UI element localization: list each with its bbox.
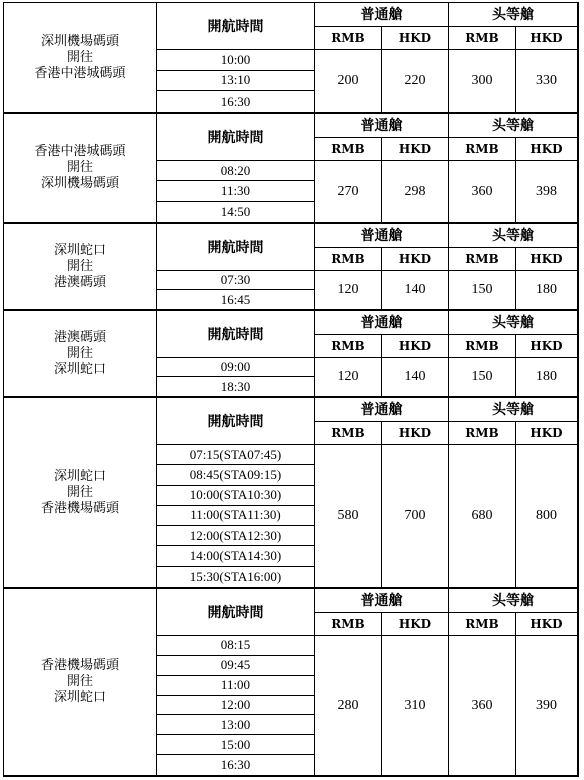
first-class-header: 头等艙	[449, 398, 579, 422]
currency-header-hkd: HKD	[516, 27, 579, 51]
route-line: 深圳蛇口	[53, 468, 106, 484]
route-line: 深圳蛇口	[53, 242, 106, 258]
currency-header-hkd: HKD	[382, 138, 449, 162]
route-line: 開往	[66, 258, 93, 274]
route-section	[4, 3, 579, 114]
currency-header-hkd: HKD	[516, 335, 579, 359]
fare-first-rmb: 680	[449, 445, 516, 587]
currency-header-hkd: HKD	[382, 422, 449, 446]
fare-economy-hkd: 298	[382, 161, 449, 222]
currency-header-rmb: RMB	[315, 422, 382, 446]
route-line: 港澳碼頭	[53, 274, 106, 290]
route-line: 開往	[66, 49, 93, 65]
route-name	[4, 114, 157, 222]
fare-first-hkd: 180	[516, 271, 579, 309]
fare-economy-rmb: 120	[315, 271, 382, 309]
route-name	[4, 3, 157, 112]
route-name	[4, 224, 157, 309]
departure-time-header: 開航時間	[157, 311, 315, 358]
currency-header-hkd: HKD	[516, 422, 579, 446]
departure-time: 08:15	[157, 636, 315, 656]
economy-class-header: 普通艙	[315, 114, 449, 138]
currency-header-rmb: RMB	[449, 422, 516, 446]
first-class-header: 头等艙	[449, 311, 579, 335]
currency-header-hkd: HKD	[516, 248, 579, 272]
currency-header-hkd: HKD	[382, 335, 449, 359]
departure-time: 13:00	[157, 715, 315, 735]
fare-economy-rmb: 120	[315, 358, 382, 396]
departure-time: 10:00(STA10:30)	[157, 486, 315, 506]
departure-time: 07:30	[157, 271, 315, 290]
currency-header-hkd: HKD	[516, 613, 579, 637]
route-line: 深圳蛇口	[53, 690, 106, 705]
route-line: 香港機場碼頭	[40, 500, 119, 516]
route-name	[4, 398, 157, 587]
departure-time: 09:45	[157, 656, 315, 676]
currency-header-hkd: HKD	[382, 248, 449, 272]
currency-header-rmb: RMB	[315, 138, 382, 162]
route-name	[4, 589, 157, 775]
currency-header-rmb: RMB	[315, 335, 382, 359]
departure-time: 16:45	[157, 290, 315, 309]
fare-first-rmb: 150	[449, 271, 516, 309]
departure-time: 15:00	[157, 735, 315, 755]
route-line: 香港中港城碼頭	[34, 65, 126, 81]
currency-header-hkd: HKD	[382, 27, 449, 51]
ferry-schedule-table	[3, 2, 579, 777]
departure-time: 11:00	[157, 676, 315, 696]
currency-header-rmb: RMB	[449, 248, 516, 272]
fare-economy-hkd: 310	[382, 636, 449, 775]
route-line: 深圳機場碼頭	[40, 33, 119, 49]
currency-header-rmb: RMB	[315, 248, 382, 272]
departure-time: 16:30	[157, 91, 315, 112]
departure-time: 09:00	[157, 358, 315, 377]
route-section	[4, 224, 579, 311]
departure-time: 07:15(STA07:45)	[157, 445, 315, 465]
departure-time: 10:00	[157, 50, 315, 71]
departure-time: 11:00(STA11:30)	[157, 506, 315, 526]
economy-class-header: 普通艙	[315, 398, 449, 422]
fare-economy-hkd: 700	[382, 445, 449, 587]
fare-economy-hkd: 140	[382, 271, 449, 309]
currency-header-rmb: RMB	[315, 27, 382, 51]
first-class-header: 头等艙	[449, 224, 579, 248]
departure-time: 08:45(STA09:15)	[157, 465, 315, 485]
currency-header-rmb: RMB	[449, 27, 516, 51]
departure-time: 13:10	[157, 71, 315, 92]
fare-economy-hkd: 220	[382, 50, 449, 112]
currency-header-hkd: HKD	[516, 138, 579, 162]
departure-time-header: 開航時間	[157, 3, 315, 50]
fare-economy-rmb: 280	[315, 636, 382, 775]
economy-class-header: 普通艙	[315, 589, 449, 613]
fare-economy-rmb: 200	[315, 50, 382, 112]
fare-first-rmb: 150	[449, 358, 516, 396]
fare-first-hkd: 330	[516, 50, 579, 112]
departure-time-header: 開航時間	[157, 114, 315, 161]
route-section	[4, 398, 579, 589]
currency-header-rmb: RMB	[449, 613, 516, 637]
route-line: 開往	[66, 484, 93, 500]
route-line: 香港中港城碼頭	[34, 144, 126, 159]
first-class-header: 头等艙	[449, 114, 579, 138]
fare-first-hkd: 180	[516, 358, 579, 396]
fare-first-hkd: 398	[516, 161, 579, 222]
departure-time: 11:30	[157, 181, 315, 201]
first-class-header: 头等艙	[449, 3, 579, 27]
economy-class-header: 普通艙	[315, 224, 449, 248]
fare-first-rmb: 360	[449, 161, 516, 222]
route-name	[4, 311, 157, 396]
route-line: 開往	[66, 160, 93, 175]
route-line: 深圳蛇口	[53, 361, 106, 377]
economy-class-header: 普通艙	[315, 3, 449, 27]
departure-time: 14:50	[157, 202, 315, 222]
fare-economy-rmb: 270	[315, 161, 382, 222]
route-line: 開往	[66, 345, 93, 361]
fare-economy-rmb: 580	[315, 445, 382, 587]
departure-time: 14:00(STA14:30)	[157, 546, 315, 566]
fare-economy-hkd: 140	[382, 358, 449, 396]
departure-time: 18:30	[157, 377, 315, 396]
route-line: 港澳碼頭	[53, 329, 106, 345]
departure-time-header: 開航時間	[157, 224, 315, 271]
departure-time: 12:00(STA12:30)	[157, 526, 315, 546]
currency-header-hkd: HKD	[382, 613, 449, 637]
departure-time-header: 開航時間	[157, 589, 315, 636]
departure-time: 12:00	[157, 696, 315, 716]
currency-header-rmb: RMB	[449, 335, 516, 359]
departure-time: 08:20	[157, 161, 315, 181]
route-line: 開往	[66, 674, 93, 689]
fare-first-hkd: 800	[516, 445, 579, 587]
fare-first-rmb: 300	[449, 50, 516, 112]
fare-first-hkd: 390	[516, 636, 579, 775]
departure-time: 15:30(STA16:00)	[157, 567, 315, 587]
departure-time: 16:30	[157, 755, 315, 775]
route-line: 深圳機場碼頭	[40, 176, 119, 191]
route-line: 香港機場碼頭	[40, 658, 119, 673]
first-class-header: 头等艙	[449, 589, 579, 613]
route-section	[4, 311, 579, 398]
fare-first-rmb: 360	[449, 636, 516, 775]
departure-time-header: 開航時間	[157, 398, 315, 445]
route-section	[4, 589, 579, 777]
currency-header-rmb: RMB	[315, 613, 382, 637]
currency-header-rmb: RMB	[449, 138, 516, 162]
economy-class-header: 普通艙	[315, 311, 449, 335]
route-section	[4, 114, 579, 224]
